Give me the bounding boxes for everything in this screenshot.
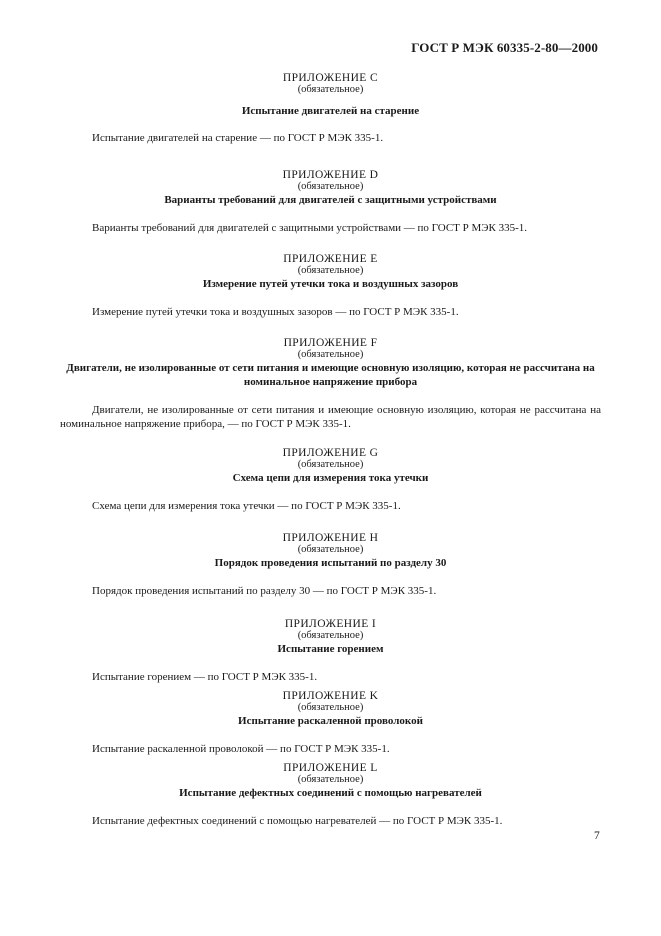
appendix-h bbox=[60, 532, 601, 598]
appendix-title: Испытание горением bbox=[277, 643, 384, 655]
appendix-title: Двигатели, не изолированные от сети питания и имеющие основную изоляцию, которая не рассчитана на номинальное напряжение прибора bbox=[66, 362, 595, 388]
appendix-label: ПРИЛОЖЕНИЕ F bbox=[283, 337, 378, 349]
appendix-note: (обязательное) bbox=[297, 544, 364, 555]
appendix-title: Испытание дефектных соединений с помощью нагревателей bbox=[179, 787, 482, 799]
appendix-label: ПРИЛОЖЕНИЕ E bbox=[283, 253, 378, 265]
document-code: ГОСТ Р МЭК 60335-2-80—2000 bbox=[411, 40, 598, 55]
appendix-label: ПРИЛОЖЕНИЕ K bbox=[282, 690, 379, 702]
appendix-g bbox=[60, 447, 601, 513]
page-number: 7 bbox=[594, 830, 600, 842]
appendix-c bbox=[60, 72, 601, 145]
appendix-d bbox=[60, 169, 601, 235]
appendix-note: (обязательное) bbox=[297, 181, 364, 192]
appendix-body: Испытание раскаленной проволокой — по ГОСТ Р МЭК 335-1. bbox=[92, 743, 390, 755]
appendix-body: Испытание дефектных соединений с помощью нагревателей — по ГОСТ Р МЭК 335-1. bbox=[92, 815, 503, 827]
appendix-note: (обязательное) bbox=[297, 349, 364, 360]
appendix-body: Измерение путей утечки тока и воздушных зазоров — по ГОСТ Р МЭК 335-1. bbox=[92, 306, 459, 318]
appendix-label: ПРИЛОЖЕНИЕ H bbox=[282, 532, 379, 544]
appendix-label: ПРИЛОЖЕНИЕ С bbox=[282, 72, 379, 84]
appendix-label: ПРИЛОЖЕНИЕ G bbox=[282, 447, 379, 459]
appendix-i bbox=[60, 618, 601, 684]
appendix-title: Порядок проведения испытаний по разделу 30 bbox=[214, 557, 447, 569]
appendix-f bbox=[60, 337, 601, 431]
appendix-label: ПРИЛОЖЕНИЕ I bbox=[284, 618, 377, 630]
appendix-note: (обязательное) bbox=[297, 84, 364, 95]
appendix-body: Порядок проведения испытаний по разделу 30 — по ГОСТ Р МЭК 335-1. bbox=[92, 585, 437, 597]
appendix-body: Варианты требований для двигателей с защитными устройствами — по ГОСТ Р МЭК 335-1. bbox=[92, 222, 528, 234]
appendix-title: Испытание двигателей на старение bbox=[241, 105, 420, 117]
appendix-body: Схема цепи для измерения тока утечки — по ГОСТ Р МЭК 335-1. bbox=[92, 500, 401, 512]
appendix-note: (обязательное) bbox=[297, 774, 364, 785]
appendix-body: Испытание двигателей на старение — по ГОСТ Р МЭК 335-1. bbox=[92, 132, 384, 144]
appendix-label: ПРИЛОЖЕНИЕ D bbox=[282, 169, 379, 181]
appendix-title: Варианты требований для двигателей с защитными устройствами bbox=[164, 194, 497, 206]
appendix-label: ПРИЛОЖЕНИЕ L bbox=[283, 762, 378, 774]
appendix-body: Испытание горением — по ГОСТ Р МЭК 335-1. bbox=[92, 671, 318, 683]
appendix-note: (обязательное) bbox=[297, 630, 364, 641]
appendix-k bbox=[60, 690, 601, 756]
appendix-e bbox=[60, 253, 601, 319]
appendix-title: Измерение путей утечки тока и воздушных зазоров bbox=[202, 278, 459, 290]
appendix-title: Испытание раскаленной проволокой bbox=[238, 715, 423, 727]
appendix-body: Двигатели, не изолированные от сети питания и имеющие основную изоляцию, которая не рассчитана на номинальное напряжение прибора, — по ГОСТ Р МЭК 335-1. bbox=[60, 404, 601, 430]
appendix-note: (обязательное) bbox=[297, 702, 364, 713]
appendix-title: Схема цепи для измерения тока утечки bbox=[232, 472, 429, 484]
appendix-note: (обязательное) bbox=[297, 459, 364, 470]
appendix-note: (обязательное) bbox=[297, 265, 364, 276]
appendix-l bbox=[60, 762, 601, 828]
